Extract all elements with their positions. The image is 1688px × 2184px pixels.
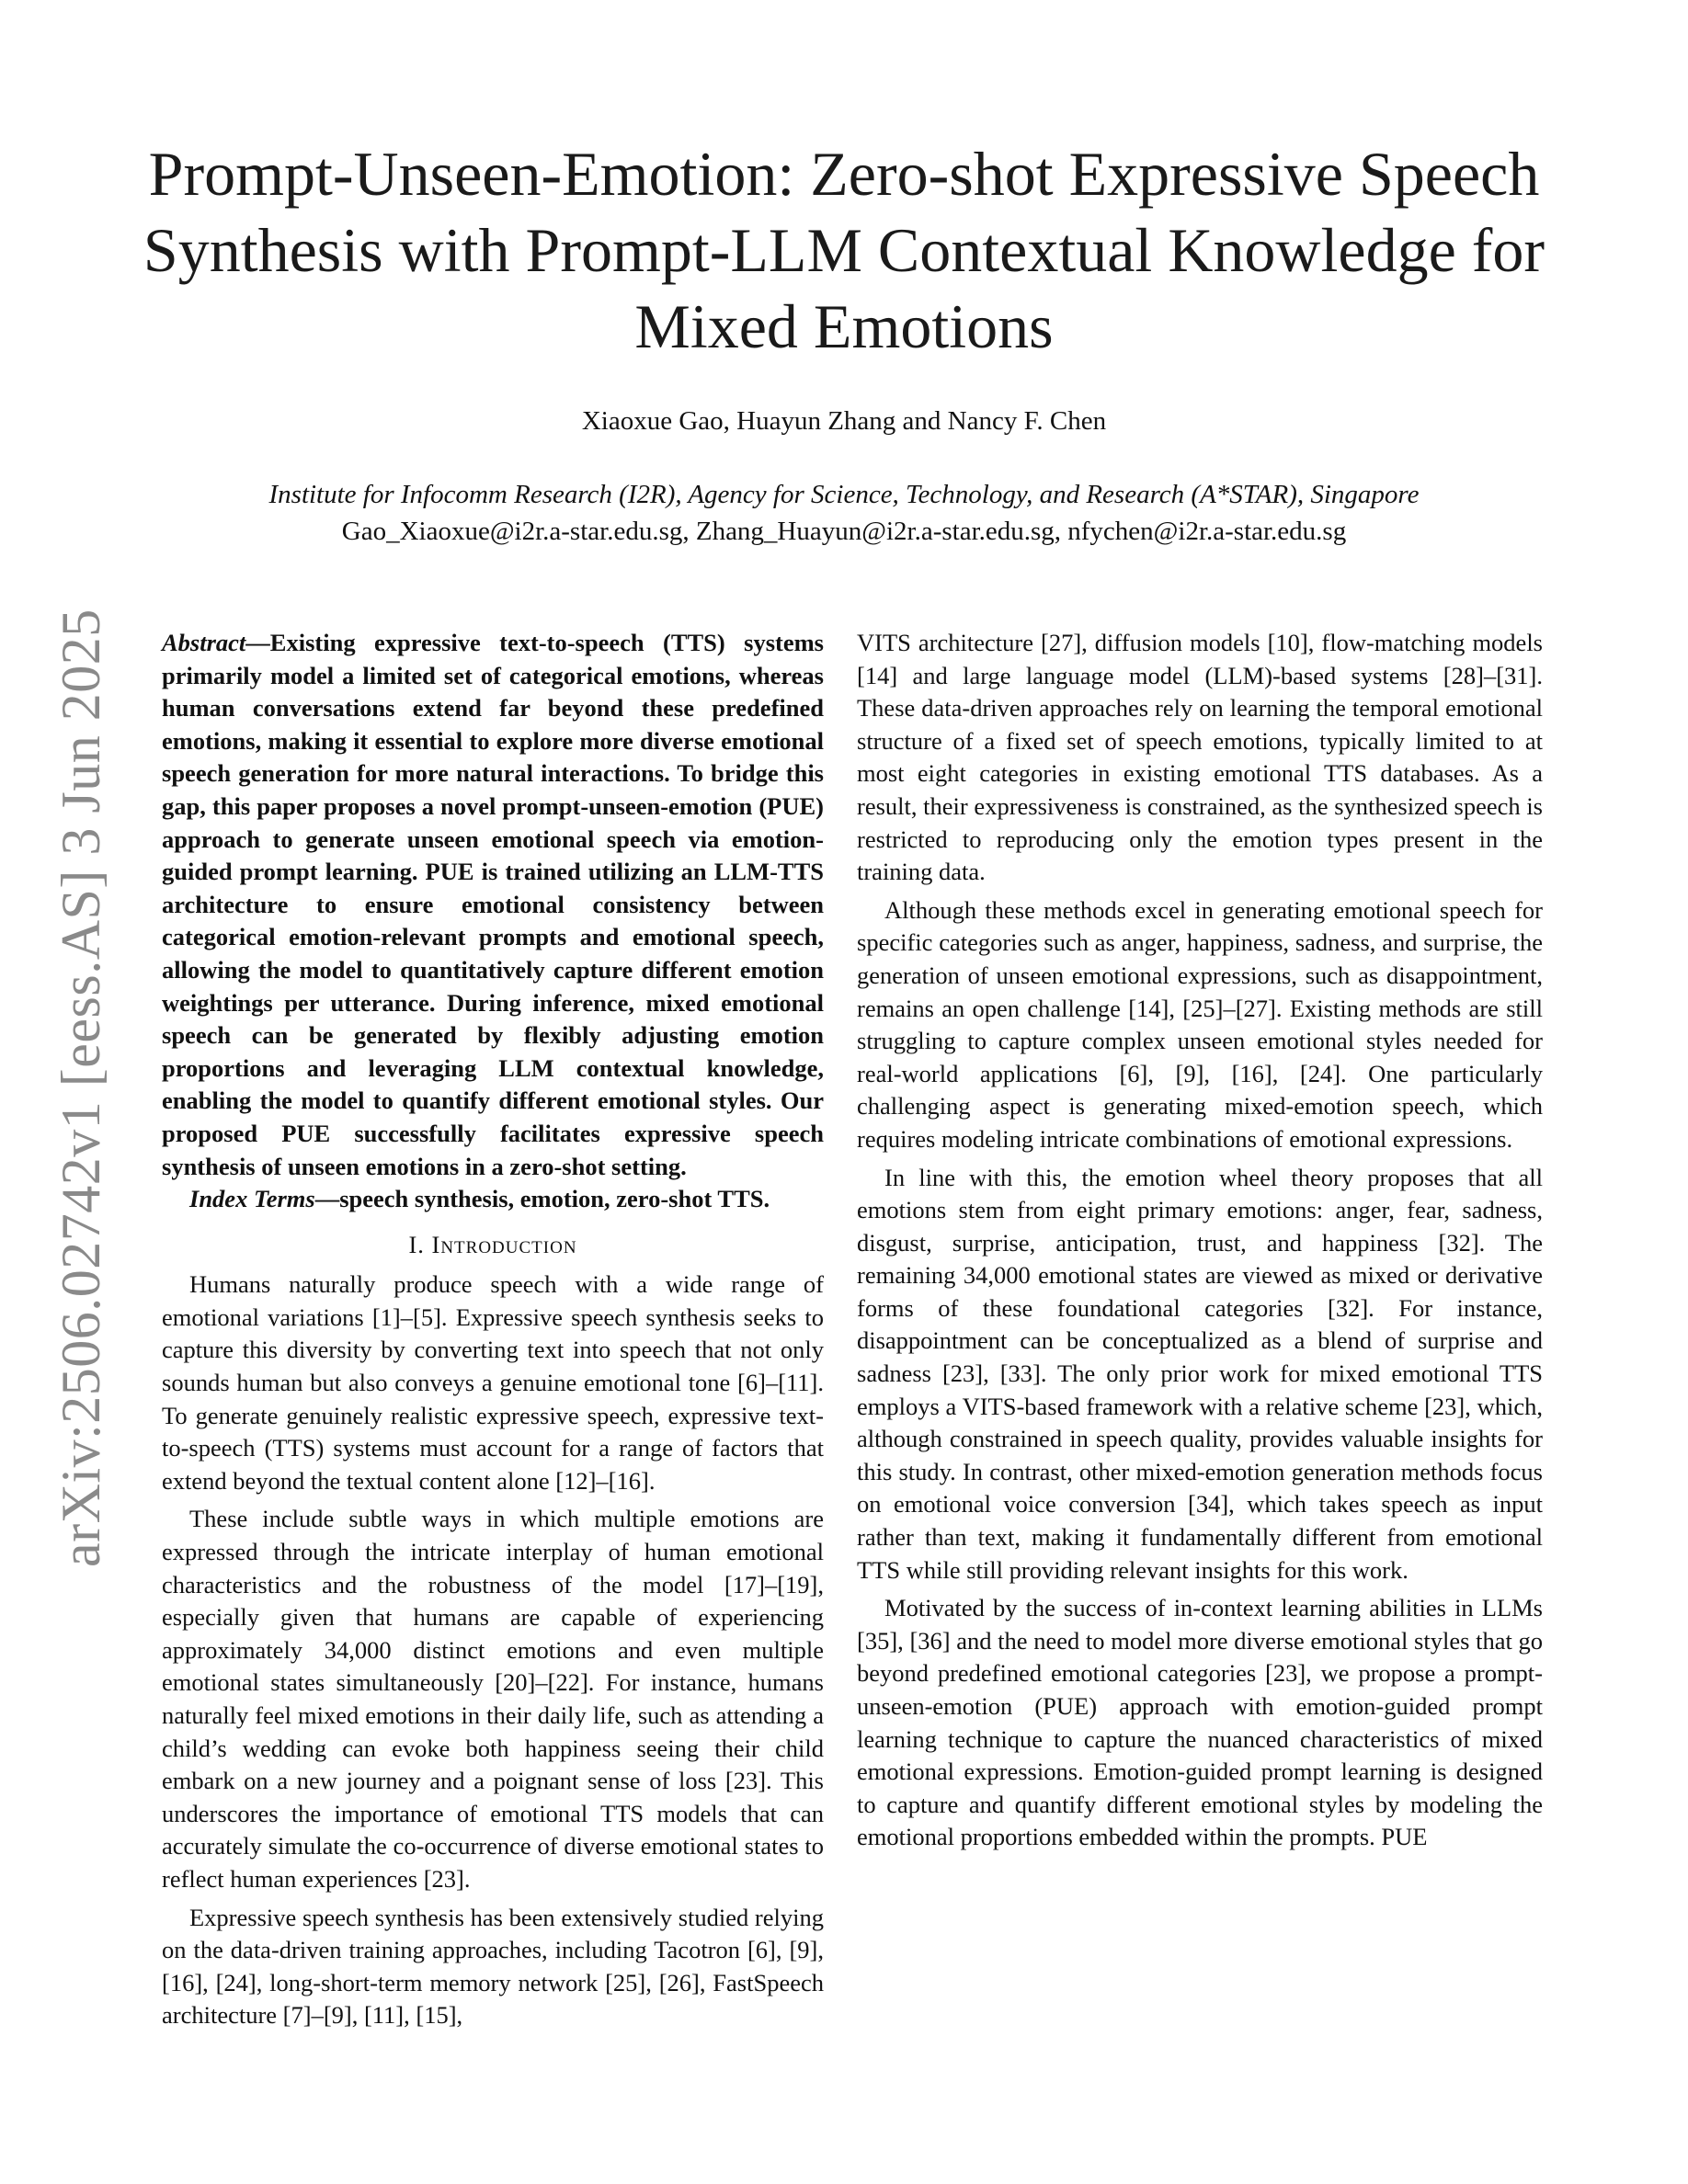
author-emails: Gao_Xiaoxue@i2r.a-star.edu.sg, Zhang_Huayun@i2r.a-star.edu.sg, nfychen@i2r.a-star.edu.sg [341,517,1347,546]
abstract [162,627,824,1183]
affiliation: Institute for Infocomm Research (I2R), Agency for Science, Technology, and Research (A*STAR), Singapore [268,480,1420,509]
intro-paragraph-5: In line with this, the emotion wheel theory proposes that all emotions stem from eight primary emotions: anger, fear, sadness, disgust, surprise, anticipation, trust, and happiness [32]. The remaining 34,000 emotional states are viewed as mixed or derivative forms of these foundational categories [32]. For instance, disappointment can be conceptualized as a blend of surprise and sadness [23], [33]. The only prior work for mixed emotional TTS employs a VITS-based framework with a relative scheme [23], which, although constrained in speech quality, provides valuable insights for this study. In contrast, other mixed-emotion generation methods focus on emotional voice conversion [34], which takes speech as input rather than text, making it fundamentally different from emotional TTS while still providing relevant insights for this work. [857,1163,1543,1584]
section-heading-introduction: I. Introduction [408,1230,577,1258]
intro-paragraph-6: Motivated by the success of in-context learning abilities in LLMs [35], [36] and the need to model more diverse emotional styles that go beyond predefined emotional categories [23], we propose a prompt-unseen-emotion (PUE) approach with emotion-guided prompt learning technique to capture the nuanced characteristics of mixed emotional expressions. Emotion-guided prompt learning is designed to capture and quantify different emotional styles by modeling the emotional proportions embedded within the prompts. PUE [857,1594,1543,1851]
index-terms-text: —speech synthesis, emotion, zero-shot TTS. [314,1185,770,1213]
intro-paragraph-3: Expressive speech synthesis has been extensively studied relying on the data-driven training approaches, including Tacotron [6], [9], [16], [24], long-short-term memory network [25], [26], FastSpeech architecture [7]–[9], [11], [15], [162,1903,824,2030]
left-column [162,627,824,2032]
abstract-label: Abstract [162,629,246,656]
intro-paragraph-2: These include subtle ways in which multiple emotions are expressed through the intricate interplay of human emotional characteristics and the robustness of the model [17]–[19], especially given that humans are capable of experiencing approximately 34,000 distinct emotions and even multiple emotional states simultaneously [20]–[22]. For instance, humans naturally feel mixed emotions in their daily life, such as attending a child’s wedding can evoke both happiness seeing their child embark on a new journey and a poignant sense of loss [23]. This underscores the importance of emotional TTS models that can accurately simulate the co-occurrence of diverse emotional states to reflect human experiences [23]. [162,1505,824,1893]
arxiv-identifier: arXiv:2506.02742v1 [eess.AS] 3 Jun 2025 [51,609,111,1567]
right-column [857,627,1543,1854]
paper-title: Prompt-Unseen-Emotion: Zero-shot Expressive Speech Synthesis with Prompt-LLM Contextual Knowledge for Mixed Emotions [143,139,1545,361]
intro-paragraph-3-continued: VITS architecture [27], diffusion models [10], flow-matching models [14] and large language model (LLM)-based systems [28]–[31]. These data-driven approaches rely on learning the temporal emotional structure of a fixed set of speech emotions, typically limited to at most eight categories in existing emotional TTS databases. As a result, their expressiveness is constrained, as the synthesized speech is restricted to reproducing only the emotion types present in the training data. [857,629,1543,886]
abstract-text: —Existing expressive text-to-speech (TTS) systems primarily model a limited set of categorical emotions, whereas human conversations extend far beyond these predefined emotions, making it essential to explore more diverse emotional speech generation for more natural interactions. To bridge this gap, this paper proposes a novel prompt-unseen-emotion (PUE) approach to generate unseen emotional speech via emotion-guided prompt learning. PUE is trained utilizing an LLM-TTS architecture to ensure emotional consistency between categorical emotion-relevant prompts and emotional speech, allowing the model to quantitatively capture different emotion weightings per utterance. During inference, mixed emotional speech can be generated by flexibly adjusting emotion proportions and leveraging LLM contextual knowledge, enabling the model to quantify different emotional styles. Our proposed PUE successfully facilitates expressive speech synthesis of unseen emotions in a zero-shot setting. [162,629,824,1180]
index-terms [162,1183,824,1216]
intro-paragraph-4: Although these methods excel in generating emotional speech for specific categories such as anger, happiness, sadness, and surprise, the generation of unseen emotional expressions, such as disappointment, remains an open challenge [14], [25]–[27]. Existing methods are still struggling to capture complex unseen emotional styles needed for real-world applications [6], [9], [16], [24]. One particularly challenging aspect is generating mixed-emotion speech, which requires modeling intricate combinations of emotional expressions. [857,895,1543,1153]
index-terms-label: Index Terms [189,1185,315,1213]
affiliation-block [0,476,1688,550]
paper-authors: Xiaoxue Gao, Huayun Zhang and Nancy F. Chen [581,406,1107,436]
intro-paragraph-1: Humans naturally produce speech with a wide range of emotional variations [1]–[5]. Expressive speech synthesis seeks to capture this diversity by converting text into speech that not only sounds human but also conveys a genuine emotional tone [6]–[11]. To generate genuinely realistic expressive speech, expressive text-to-speech (TTS) systems must account for a range of factors that extend beyond the textual content alone [12]–[16]. [162,1270,824,1495]
